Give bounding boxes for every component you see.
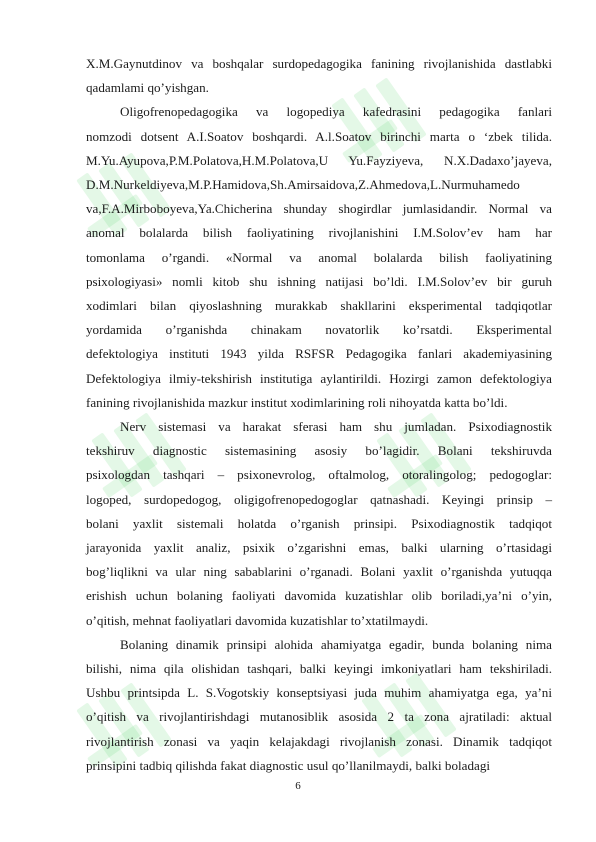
body-text <box>86 52 552 778</box>
text-line: Defektologiya ilmiy-tekshirish institutiga aylantirildi. Hozirgi zamon defektologiya <box>86 370 552 386</box>
text-line: Ushbu printsipda L. S.Vogotskiy konseptsiyasi juda muhim ahamiyatga ega, ya’ni <box>86 685 552 701</box>
text-line: anomal bolalarda bilish faoliyatining rivojlanishini I.M.Solov’ev ham har <box>86 225 552 241</box>
text-line: defektologiya instituti 1943 yilda RSFSR Pedagogika fanlari akademiyasining <box>86 346 552 362</box>
text-line: Nerv sistemasi va harakat sferasi ham shu jumladan. Psixodiagnostik <box>120 419 552 435</box>
text-line: psixologiyasi» nomli kitob shu ishning natijasi bo’ldi. I.M.Solov’ev bir guruh <box>86 273 552 289</box>
text-line: D.M.Nurkeldiyeva,M.P.Hamidova,Sh.Amirsaidova,Z.Ahmedova,L.Nurmuhamedo <box>86 177 520 193</box>
paragraph <box>86 633 552 778</box>
paragraph <box>86 100 552 415</box>
text-line: psixologdan tashqari – psixonevrolog, oftalmolog, otoralingolog; pedogoglar: <box>86 467 552 483</box>
text-line: bolani yaxlit sistemali holatda o’rganish prinsipi. Psixodiagnostik tadqiqot <box>86 515 552 531</box>
paragraph <box>86 415 552 633</box>
text-line: tomonlama o’rgandi. «Normal va anomal bolalarda bilish faoliyatining <box>86 249 552 265</box>
text-line: prinsipini tadbiq qilishda fakat diagnostic usul qo’llanilmaydi, balki boladagi <box>86 757 491 773</box>
text-line: bog’liqlikni va ular ning sabablarini o’rganadi. Bolani yaxlit o’rganishda yutuqqa <box>86 564 552 580</box>
text-line: xodimlari bilan qiyoslashning murakkab shakllarini eksperimental tadqiqotlar <box>86 298 552 314</box>
text-line: Bolaning dinamik prinsipi alohida ahamiyatga egadir, bunda bolaning nima <box>120 636 552 652</box>
text-line: bilishi, nima qila olishidan tashqari, balki keyingi imkoniyatlari ham tekshiriladi. <box>86 661 552 677</box>
text-line: nomzodi dotsent A.I.Soatov boshqardi. A.l.Soatov birinchi marta o ‘zbek tilida. <box>86 128 552 144</box>
text-line: erishish uchun bolaning faoliyati davomida kuzatishlar olib boriladi,ya’ni o’yin, <box>86 588 552 604</box>
text-line: va,F.A.Mirboboyeva,Ya.Chicherina shunday shogirdlar jumlasidandir. Normal va <box>86 201 552 217</box>
text-line: rivojlantirish zonasi va yaqin kelajakdagi rivojlanish zonasi. Dinamik tadqiqot <box>86 733 552 749</box>
text-line: M.Yu.Ayupova,P.M.Polatova,H.M.Polatova,U Yu.Fayziyeva, N.X.Dadaxo’jayeva, <box>86 152 552 168</box>
text-line: X.M.Gaynutdinov va boshqalar surdopedagogika fanining rivojlanishida dastlabki <box>86 56 552 71</box>
paragraph <box>86 52 552 100</box>
text-line: logoped, surdopedogog, oligigofrenopedogoglar qatnashadi. Keyingi prinsip – <box>86 491 552 507</box>
text-line: o’qitish, mehnat faoliyatlari davomida kuzatishlar to’xtatilmaydi. <box>86 612 429 628</box>
text-line: Oligofrenopedagogika va logopediya kafedrasini pedagogika fanlari <box>120 104 552 120</box>
text-line: fanining rivojlanishida mazkur institut xodimlarining roli nihoyatda katta bo’ldi. <box>86 394 508 410</box>
text-line: jarayonida yaxlit analiz, psixik o’zgarishni emas, balki ularning o’rtasidagi <box>86 540 552 556</box>
text-line: o’qitish va rivojlantirishdagi mutanosiblik asosida 2 ta zona ajratiladi: aktual <box>86 709 552 725</box>
text-line: qadamlami qo’yishgan. <box>86 80 209 96</box>
page-number: 6 <box>295 780 301 792</box>
text-line: tekshiruv diagnostic sistemasining asosiy bo’lagidir. Bolani tekshiruvda <box>86 443 552 459</box>
text-line: yordamida o’rganishda chinakam novatorlik ko’rsatdi. Eksperimental <box>86 322 552 338</box>
